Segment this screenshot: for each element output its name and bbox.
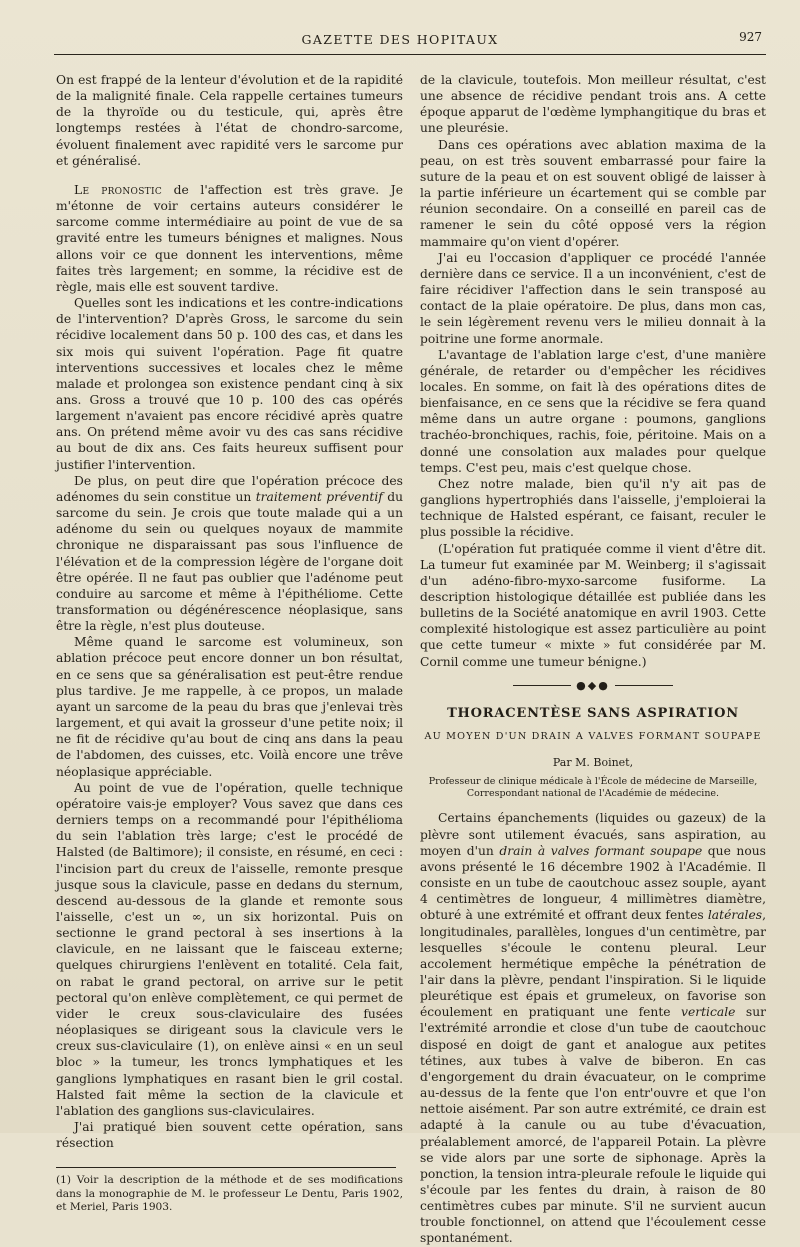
paragraph (56, 473, 403, 635)
emphasis: latérales (707, 908, 763, 923)
page-number: 927 (739, 30, 762, 44)
paragraph (420, 810, 766, 1246)
paragraph-text: Certains épanchements (liquides ou gazeux) de la plèvre sont utilement évacués, sans aspiration, au moyen d'un (420, 811, 766, 858)
paragraph: (L'opération fut pratiquée comme il vient d'être dit. La tumeur fut examinée par M. Weinberg; il s'agissait d'un adéno-fibro-myxo-sarcome fusiforme. La description histologique détaillée est publiée dans les bulletins de la Société anatomique en avril 1903. Cette complexité histologique est assez particulière au point que cette tumeur « mixte » fut considérée par M. Cornil comme une tumeur bénigne.) (420, 541, 766, 669)
article-subtitle: AU MOYEN D'UN DRAIN A VALVES FORMANT SOUPAPE (424, 731, 762, 743)
paragraph: Au point de vue de l'opération, quelle technique opératoire vais-je employer? Vous savez que dans ces derniers temps on a recommandé pour l'épithélioma du sein l'ablation très large; c'est le procédé de Halsted (de Baltimore); il consiste, en résumé, en ceci : l'incision part du creux de l'aisselle, remonte presque jusque sous la clavicule, passe en dedans du sternum, descend au-dessous de la glande et remonte sous l'aisselle, c'est un ∞, un six horizontal. Puis on sectionne le grand pectoral à ses insertions à la clavicule, en ne laissant que le faisceau externe; quelques chirurgiens l'enlèvent en totalité. Cela fait, on rabat le grand pectoral, on arrive sur le petit pectoral qu'on enlève complètement, ce qui permet de vider le creux sous-claviculaire des fusées néoplasiques se dirigeant sous la clavicule vers le creux sus-claviculaire (1), on enlève ainsi « en un seul bloc » la tumeur, les troncs lymphatiques et les ganglions lymphatiques en rasant bien le gril costal. Halsted fait même la section de la clavicule et l'ablation des ganglions sus-claviculaires. (56, 780, 403, 1118)
affiliation-line: Correspondant national de l'Académie de médecine. (466, 788, 720, 800)
paragraph: On est frappé de la lenteur d'évolution et de la rapidité de la malignité finale. Cela rappelle certaines tumeurs de la thyroïde ou du testicule, qui, après être longtemps restées à l'état de chondro-sarcome, évoluent finalement avec rapidité vers le sarcome pur et généralisé. (56, 73, 403, 168)
paragraph (56, 182, 403, 295)
article-title: THORACENTÈSE SANS ASPIRATION (447, 705, 739, 721)
paragraph: Quelles sont les indications et les contre-indications de l'intervention? D'après Gross, le sarcome du sein récidive localement dans 50 p. 100 des cas, et dans les six mois qui suivent l'opération. Page fit quatre interventions successives et locales chez le même malade et prolongea son existence pendant cinq à six ans. Gross a trouvé que 10 p. 100 des cas opérés largement n'avaient pas encore récidivé après quatre ans. On prétend même avoir vu des cas sans récidive au bout de dix ans. Ces faits heureux suffisent pour justifier l'intervention. (56, 296, 403, 472)
paragraph-text: que nous avons présenté le 16 décembre 1902 à l'Académie. Il consiste en un tube de caoutchouc assez souple, ayant 4 centimètres de longueur, 4 millimètres diamètre, obturé à une extrémité et offrant deux fentes (420, 843, 766, 923)
header-rule (54, 54, 766, 55)
paragraph: de la clavicule, toutefois. Mon meilleur résultat, c'est une absence de récidive pendant trois ans. A cette époque apparut de l'œdème lymphangitique du bras et une pleurésie. (420, 73, 766, 136)
emphasis: drain à valves formant soupape (499, 843, 703, 858)
left-column (56, 72, 403, 1215)
paragraph-text: , longitudinales, parallèles, longues d'un centimètre, par lesquelles s'écoule le contenu pleural. Leur accolement hermétique empêche la pénétration de l'air dans la plèvre, pendant l'inspiration. Si le liquide pleurétique est épais et grumeleux, on favorise son écoulement en pratiquant une fente (420, 908, 766, 1020)
paragraph-text: sur l'extrémité arrondie et close d'un tube de caoutchouc disposé en doigt de gant et analogue aux petites tétines, aux tubes à valve de biberon. En cas d'engorgement du drain évacuateur, on le comprime au-dessus de la fente que l'on entr'ouvre et que l'on nettoie aisément. Par son autre extrémité, ce drain est adapté à la canule ou au tube d'évacuation, préalablement amorcé, de l'appareil Potain. La plèvre se vide alors par une sorte de siphonage. Après la ponction, la tension intra-pleurale refoule le liquide qui s'écoule par les fentes du drain, à raison de 80 centimètres cubes par minute. S'il ne survient aucun trouble fonctionnel, on attend que l'écoulement cesse spontanément. (420, 1005, 767, 1246)
footnote: (1) Voir la description de la méthode et de ses modifications dans la monographie de M. le professeur Le Dentu, Paris 1902, et Meriel, Paris 1903. (56, 1174, 403, 1214)
paragraph: J'ai eu l'occasion d'appliquer ce procédé l'année dernière dans ce service. Il a un inconvénient, c'est de faire récidiver l'affection dans le sein transposé au contact de la plaie opératoire. De plus, dans mon cas, le sein légèrement revenu vers le milieu donnait à la poitrine une forme anormale. (420, 250, 766, 346)
emphasis: verticale (681, 1005, 736, 1020)
paragraph: Chez notre malade, bien qu'il n'y ait pas de ganglions hypertrophiés dans l'aisselle, j'emploierai la technique de Halsted espérant, ce faisant, reculer le plus possible la récidive. (420, 476, 766, 540)
paragraph: Même quand le sarcome est volumineux, son ablation précoce peut encore donner un bon résultat, en ce sens que sa généralisation est peut-être rendue plus tardive. Je me rappelle, à ce propos, un malade ayant un sarcome de la peau du bras que j'enlevai très largement, et qui avait la grosseur d'une petite noix; il ne fit de récidive qu'au bout de cinq ans dans la peau de l'abdomen, des cuisses, etc. Voilà encore une trêve néoplasique appréciable. (56, 635, 403, 779)
paragraph-text: De plus, on peut dire que l'opération précoce des adénomes du sein constitue un (56, 473, 403, 504)
paragraph: J'ai pratiqué bien souvent cette opération, sans résection (56, 1120, 403, 1151)
author-affiliation (420, 776, 766, 800)
affiliation-line: Professeur de clinique médicale à l'École de médecine de Marseille, (428, 776, 758, 788)
emphasis: traitement préventif (255, 489, 383, 504)
paragraph: L'avantage de l'ablation large c'est, d'une manière générale, de retarder ou d'empêcher les récidives locales. En somme, on fait là des opérations dites de bienfaisance, en ce sens que la récidive se fera quand même dans un autre organe : poumons, ganglions trachéo-bronchiques, rachis, foie, péritoine. Mais on a donné une consolation aux malades pour quelque temps. C'est peu, mais c'est quelque chose. (420, 347, 766, 475)
paragraph-text: du sarcome du sein. Je crois que toute malade qui a un adénome du sein ou quelques noyaux de mammite chronique ne disparaissant pas sous l'influence de l'élévation et de la compression légère de l'organe doit être opérée. Il ne faut pas oublier que l'adénome peut conduire au sarcome et même à l'épithéliome. Cette transformation ou dégénérescence néoplasique, sans être la règle, n'est plus douteuse. (56, 489, 404, 634)
paragraph: Dans ces opérations avec ablation maxima de la peau, on est très souvent embarrassé pour faire la suture de la peau et on est souvent obligé de laisser à la partie inférieure un écartement qui se comble par réunion secondaire. On a conseillé en pareil cas de ramener le sein du côté opposé vers la région mammaire qu'on vient d'opérer. (420, 137, 766, 249)
paragraph-text: de l'affection est très grave. Je m'étonne de voir certains auteurs considérer le sarcome comme intermédiaire au point de vue de sa gravité entre les tumeurs bénignes et malignes. Nous allons voir ce que donnent les interventions, même faites très largement; en somme, la récidive est de règle, mais elle est souvent tardive. (56, 182, 403, 294)
footnote-rule (56, 1167, 396, 1168)
journal-title: GAZETTE DES HOPITAUX (301, 32, 499, 47)
section-label: Le pronostic (74, 182, 163, 197)
section-divider: ●◆● (420, 678, 766, 694)
article-author: Par M. Boinet, (552, 756, 634, 770)
running-header (0, 30, 800, 52)
right-column (420, 72, 766, 1247)
